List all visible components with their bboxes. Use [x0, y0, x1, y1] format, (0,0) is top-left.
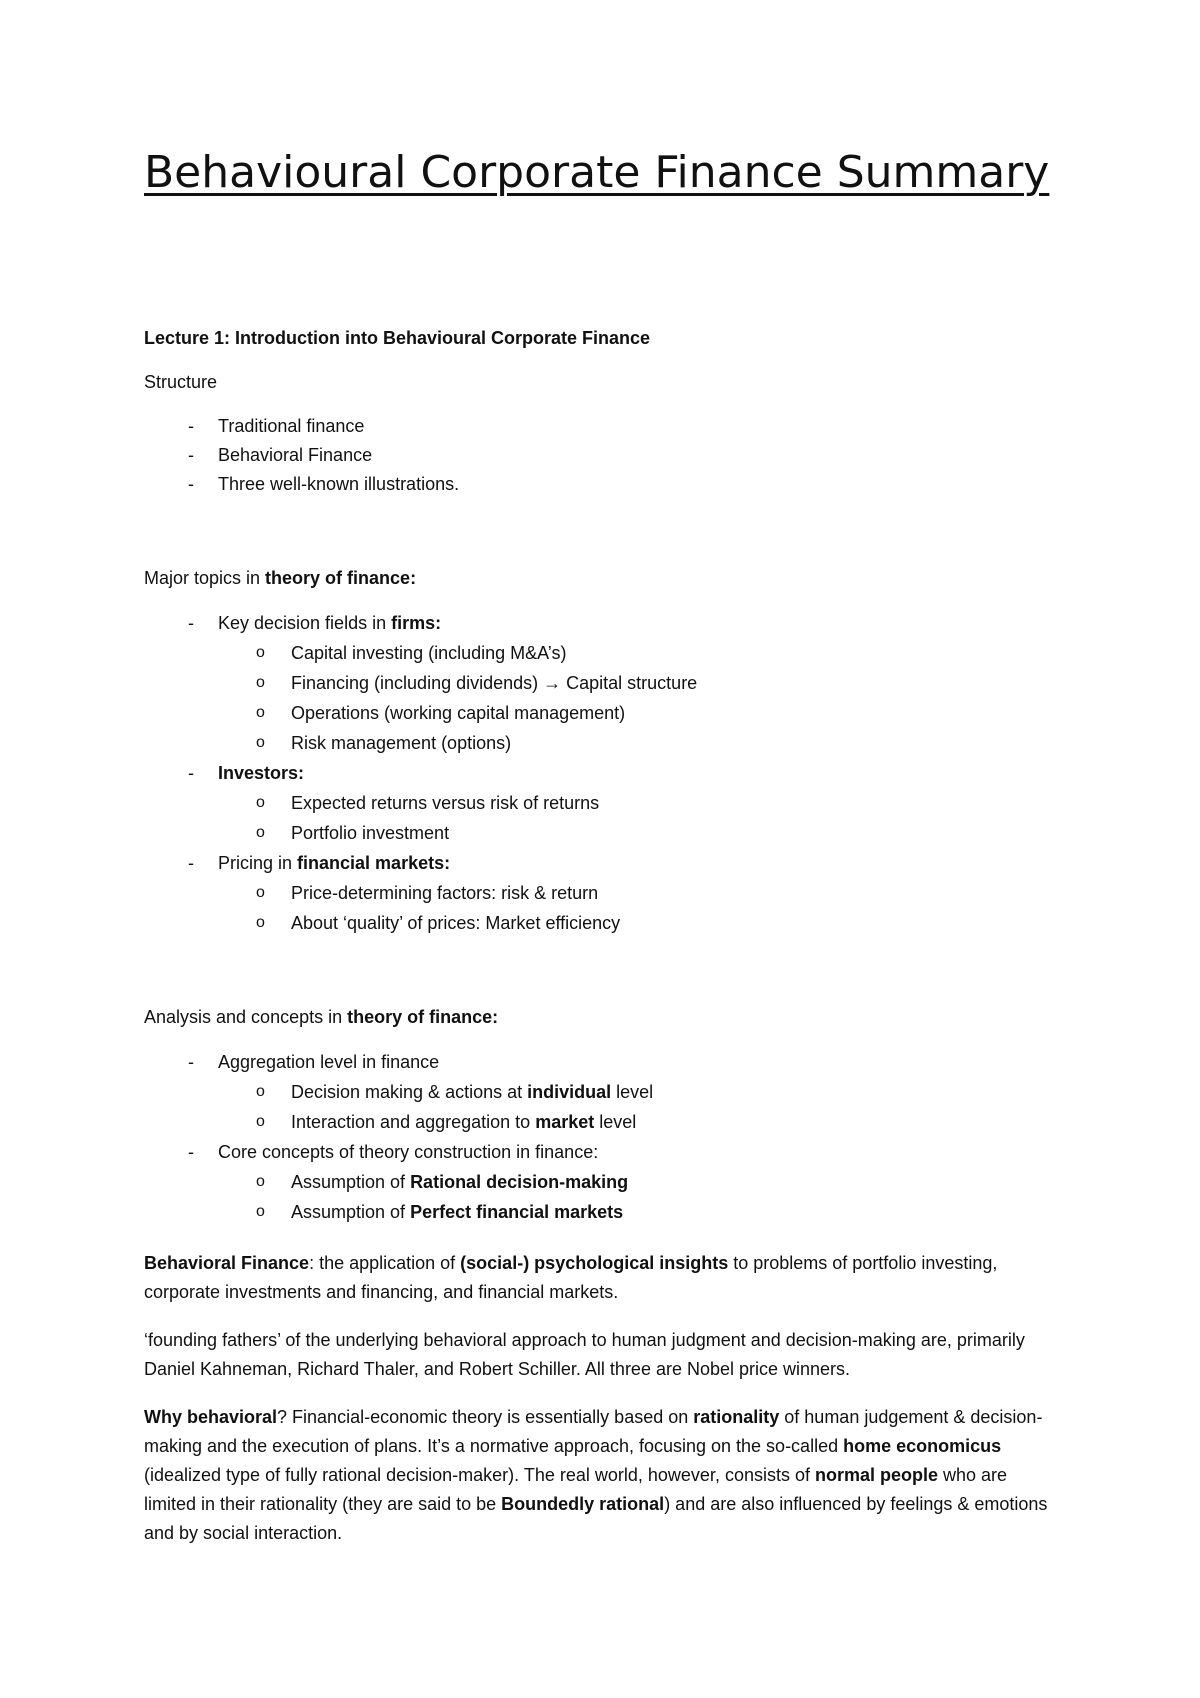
bullet-marker: o [256, 1203, 265, 1220]
bullet-marker: o [256, 1083, 265, 1100]
list-dash: - [188, 1052, 194, 1072]
topic-item: About ‘quality’ of prices: Market efficiency [291, 913, 621, 933]
analysis-group-label: Core concepts of theory construction in finance: [218, 1142, 599, 1162]
bullet-marker: o [256, 704, 265, 721]
bf-definition-paragraph: Behavioral Finance: the application of (social-) psychological insights to problems of portfolio investing, corporate investments and financing, and financial markets. [144, 1253, 998, 1302]
bullet-marker: o [256, 914, 265, 931]
analysis-item: Assumption of Rational decision-making [291, 1172, 629, 1192]
topic-item: Risk management (options) [291, 733, 512, 753]
bullet-marker: o [256, 644, 265, 661]
analysis-group-label: Aggregation level in finance [218, 1052, 440, 1072]
topic-item: Financing (including dividends) → Capital structure [291, 673, 698, 693]
topic-group-label: Pricing in financial markets: [218, 853, 451, 873]
structure-item: Three well-known illustrations. [218, 474, 460, 494]
bullet-marker: o [256, 1173, 265, 1190]
document-title: Behavioural Corporate Finance Summary [144, 147, 1050, 198]
analysis-item: Decision making & actions at individual level [291, 1082, 654, 1102]
list-dash: - [188, 1142, 194, 1162]
topic-item: Capital investing (including M&A’s) [291, 643, 567, 663]
analysis-item: Assumption of Perfect financial markets [291, 1202, 624, 1222]
major-topics-intro: Major topics in theory of finance: [144, 568, 417, 588]
topic-item: Price-determining factors: risk & return [291, 883, 599, 903]
bullet-marker: o [256, 734, 265, 751]
structure-label: Structure [144, 372, 218, 392]
why-behavioral-paragraph: Why behavioral? Financial-economic theory is essentially based on rationality of human judgement & decision-making and the execution of plans. It’s a normative approach, focusing on the so-called home economicus (idealized type of fully rational decision-maker). The real world, however, consists of normal people who are limited in their rationality (they are said to be Boundedly rational) and are also influenced by feelings & emotions and by social interaction. [144, 1407, 1048, 1543]
analysis-intro: Analysis and concepts in theory of finance: [144, 1007, 499, 1027]
list-dash: - [188, 474, 194, 494]
lecture-heading: Lecture 1: Introduction into Behavioural Corporate Finance [144, 328, 651, 348]
topic-item: Operations (working capital management) [291, 703, 626, 723]
founding-fathers-paragraph: ‘founding fathers’ of the underlying behavioral approach to human judgment and decision-making are, primarily Daniel Kahneman, Richard Thaler, and Robert Schiller. All three are Nobel price winners. [144, 1330, 1025, 1379]
structure-item: Traditional finance [218, 416, 365, 436]
list-dash: - [188, 763, 194, 783]
bullet-marker: o [256, 674, 265, 691]
bullet-marker: o [256, 884, 265, 901]
list-dash: - [188, 445, 194, 465]
analysis-item: Interaction and aggregation to market level [291, 1112, 637, 1132]
bullet-marker: o [256, 1113, 265, 1130]
topic-group-label: Key decision fields in firms: [218, 613, 442, 633]
topic-item: Expected returns versus risk of returns [291, 793, 600, 813]
list-dash: - [188, 613, 194, 633]
structure-item: Behavioral Finance [218, 445, 373, 465]
bullet-marker: o [256, 794, 265, 811]
topic-group-label: Investors: [218, 763, 305, 783]
topic-item: Portfolio investment [291, 823, 450, 843]
list-dash: - [188, 853, 194, 873]
list-dash: - [188, 416, 194, 436]
bullet-marker: o [256, 824, 265, 841]
